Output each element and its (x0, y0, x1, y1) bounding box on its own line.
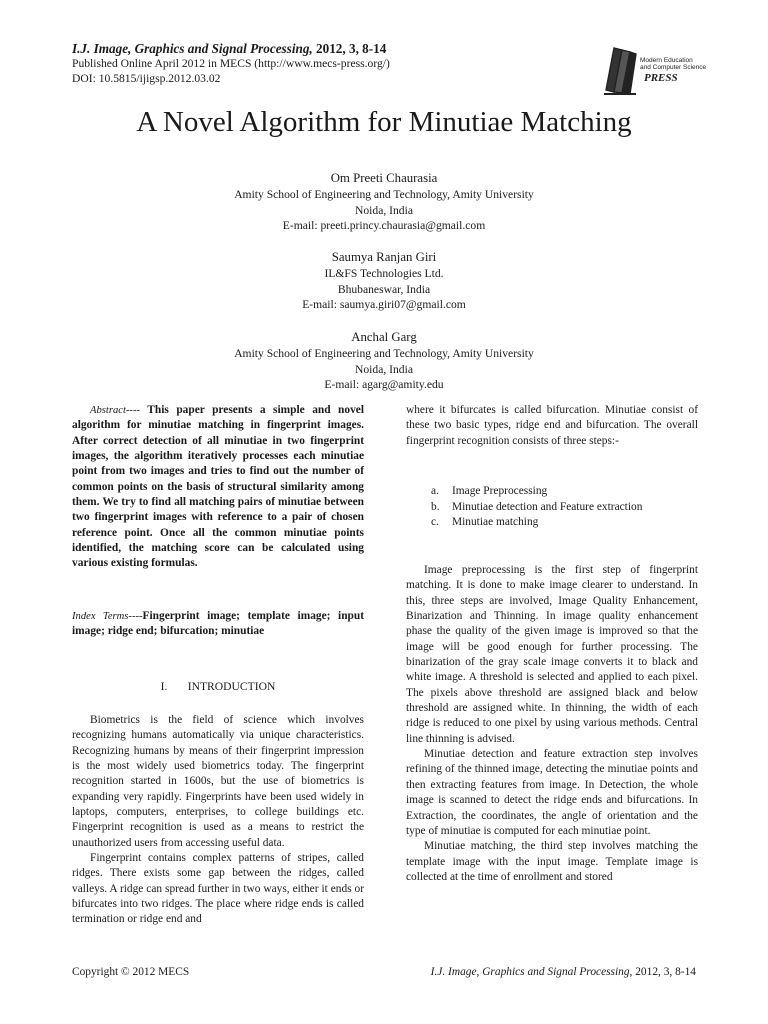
author-affiliation: Amity School of Engineering and Technology, Amity University (234, 347, 534, 360)
paragraph: Image preprocessing is the first step of fingerprint matching. It is done to make image clearer to understand. In this, three steps are involved, Image Quality Enhancement, Binarization and Thinning. In image quality enhancement phase the quality of the given image is improved so that the image will be good enough for further processing. The binarization of the gray scale image converts it to black and white image. A threshold is selected and applied to each pixel. The pixels above threshold are assigned black and below threshold are assigned white. In thinning, the width of each ridge is reduced to one pixel by using various methods. Central line thinning is advised. (406, 564, 698, 745)
abstract-label: Abstract---- (90, 405, 141, 416)
paragraph: Minutiae matching, the third step involves matching the template image with the input image. Template image is collected at the time of enrollment and stored (406, 840, 698, 883)
publisher-logo (600, 38, 712, 96)
author-email: E-mail: agarg@amity.edu (324, 378, 444, 391)
steps-list (406, 484, 698, 531)
list-item: c. Minutiae matching (431, 516, 539, 528)
author-email: E-mail: preeti.princy.chaurasia@gmail.com (282, 219, 486, 232)
books-icon (600, 38, 712, 96)
doi: DOI: 10.5815/ijigsp.2012.03.02 (72, 72, 221, 85)
author-affiliation: IL&FS Technologies Ltd. (324, 267, 444, 280)
author-name: Om Preeti Chaurasia (330, 171, 438, 185)
journal-issue: 2012, 3, 8-14 (316, 41, 387, 56)
author-block-3 (0, 329, 768, 393)
index-terms (72, 609, 364, 640)
author-name: Anchal Garg (351, 330, 417, 344)
footer-journal: I.J. Image, Graphics and Signal Processing, 2012, 3, 8-14 (430, 966, 696, 978)
journal-header (72, 41, 386, 57)
abstract-text: This paper presents a simple and novel algorithm for minutiae matching in fingerprint images. After correct detection of all minutiae in two fingerprint images, the algorithm iteratively processes each minutiae point from two images and tries to find out the number of common points on the basis of structural similarity among them. We try to find all matching pairs of minutiae between two fingerprint images with reference to a pair of chosen reference point. Once all the common minutiae points identified, the matching score can be calculated using various existing formulas. (72, 404, 364, 570)
footer-copyright: Copyright © 2012 MECS (72, 966, 190, 978)
author-location: Bhubaneswar, India (337, 282, 431, 296)
right-column-top (406, 403, 698, 449)
published-online: Published Online April 2012 in MECS (http://www.mecs-press.org/) (72, 57, 390, 70)
index-terms-label: Index Terms---- (72, 611, 143, 622)
journal-name: I.J. Image, Graphics and Signal Processing, (72, 41, 313, 56)
intro-body (72, 713, 364, 928)
paragraph: Fingerprint contains complex patterns of stripes, called ridges. There exists some gap between the ridges, called valleys. A ridge can spread further in two ways, either it ends or bifurcates into two ridges. The place where ridge ends is called termination or ridge end and (72, 852, 364, 926)
logo-line1: Modern Education (640, 57, 693, 64)
author-location: Noida, India (355, 203, 413, 217)
paragraph: Minutiae detection and feature extraction step involves refining of the thinned image, detecting the minutiae points and then extracting features from image. In Detection, the whole image is scanned to detect the ridge ends and bifurcations. In Extraction, the coordinates, the angle of orientation and the type of minutiae is computed for each minutiae point. (406, 748, 698, 837)
logo-line2: and Computer Science (640, 64, 707, 71)
author-name: Saumya Ranjan Giri (331, 250, 437, 264)
right-column-body (406, 563, 698, 885)
section-heading (72, 679, 364, 694)
author-email: E-mail: saumya.giri07@gmail.com (302, 298, 466, 311)
abstract (72, 403, 364, 572)
list-item: a. Image Preprocessing (431, 485, 548, 497)
list-item: b. Minutiae detection and Feature extraction (431, 500, 643, 513)
author-block-2 (0, 249, 768, 313)
index-terms-text: Fingerprint image; template image; input image; ridge end; bifurcation; minutiae (72, 610, 364, 638)
author-affiliation: Amity School of Engineering and Technology, Amity University (234, 188, 534, 201)
paragraph: Biometrics is the field of science which involves recognizing humans automatically via unique characteristics. Recognizing humans by means of their fingerprint impression is the most widely used biometrics today. The fingerprint recognition started in 1600s, but the use of biometrics is expanding very rapidly. Fingerprints have been used widely in laptops, computers, enterprises, to college buildings etc. Fingerprint recognition is used as a means to restrict the unauthorized users from accessing useful data. (72, 714, 364, 849)
logo-word: PRESS (644, 72, 678, 84)
author-location: Noida, India (355, 362, 413, 376)
section-number: I. (160, 680, 168, 693)
paper-title: A Novel Algorithm for Minutiae Matching (136, 106, 632, 138)
section-title: INTRODUCTION (187, 680, 276, 693)
paragraph: where it bifurcates is called bifurcation. Minutiae consist of these two basic types, ridge end and bifurcation. The overall fingerprint recognition consists of three steps:- (406, 404, 698, 447)
author-block-1 (0, 170, 768, 234)
